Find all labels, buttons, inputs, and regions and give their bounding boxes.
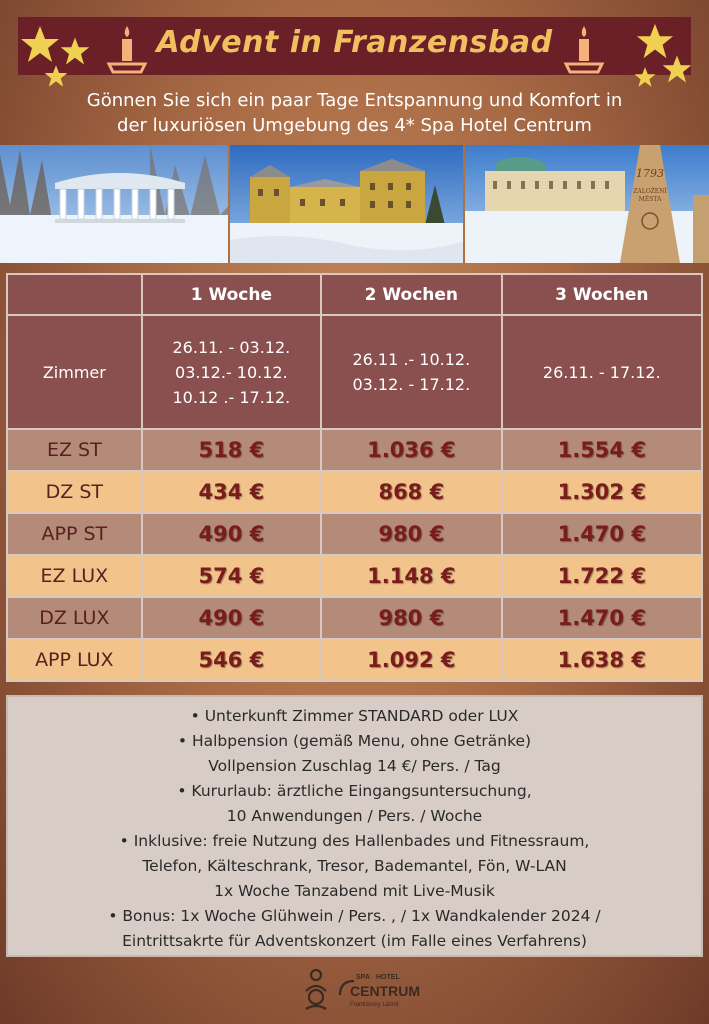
price-cell: 868 € (321, 471, 501, 513)
period-cell (502, 315, 702, 429)
subtitle-line: der luxuriösen Umgebung des 4* Spa Hotel Centrum (117, 115, 592, 136)
obelisk-year: 1793 (636, 167, 665, 180)
info-line: • Inklusive: freie Nutzung des Hallenbades und Fitnessraum, (119, 832, 590, 850)
info-line: 1x Woche Tanzabend mit Live-Musik (214, 882, 495, 900)
period-line: 26.11 .- 10.12. (352, 350, 471, 369)
photo-hotel (230, 145, 466, 263)
info-line: Vollpension Zuschlag 14 €/ Pers. / Tag (208, 757, 501, 775)
price-cell: 1.638 € (502, 639, 702, 681)
table-row (7, 513, 702, 555)
price-cell: 1.554 € (502, 429, 702, 471)
period-cell (142, 315, 321, 429)
page-title: Advent in Franzensbad (156, 25, 553, 60)
photo-spa-obelisk (465, 145, 709, 263)
obelisk-text: ZALOŽENÍ (633, 188, 668, 195)
period-line: 26.11. - 03.12. (172, 337, 291, 357)
price-cell: 1.302 € (502, 471, 702, 513)
price-cell: 980 € (321, 513, 501, 555)
period-cell (321, 315, 501, 429)
table-row (7, 597, 702, 639)
table-row (7, 639, 702, 681)
price-cell: 1.092 € (321, 639, 501, 681)
period-line: 03.12. - 17.12. (352, 375, 471, 394)
info-line: • Halbpension (gemäß Menu, ohne Getränke) (177, 732, 532, 750)
logo-sub: Františkovy Lázně (350, 1002, 399, 1008)
price-cell: 518 € (142, 429, 321, 471)
table-row (7, 471, 702, 513)
price-cell: 546 € (142, 639, 321, 681)
price-cell: 490 € (142, 513, 321, 555)
price-cell: 434 € (142, 471, 321, 513)
price-cell: 1.470 € (502, 513, 702, 555)
hotel-logo (300, 967, 420, 1013)
room-label: Zimmer (7, 315, 142, 429)
room-type: EZ ST (7, 429, 142, 471)
period-line: 10.12 .- 17.12. (172, 387, 291, 407)
logo-name: CENTRUM (350, 983, 420, 999)
price-cell: 1.036 € (321, 429, 501, 471)
star-icon (44, 64, 68, 88)
price-table (6, 273, 703, 682)
room-type: EZ LUX (7, 555, 142, 597)
subtitle (0, 88, 709, 138)
price-cell: 1.148 € (321, 555, 501, 597)
info-line: • Bonus: 1x Woche Glühwein / Pers. , / 1x Wandkalender 2024 / (108, 907, 601, 925)
room-type: DZ LUX (7, 597, 142, 639)
logo-top: SPA (356, 974, 370, 981)
price-cell: 490 € (142, 597, 321, 639)
logo-top2: HOTEL (376, 974, 400, 981)
obelisk-text: MĚSTA (639, 196, 662, 203)
subtitle-line: Gönnen Sie sich ein paar Tage Entspannung und Komfort in (86, 90, 623, 111)
photo-gazebo (0, 145, 230, 263)
info-line: • Kururlaub: ärztliche Eingangsuntersuchung, (177, 782, 532, 800)
star-icon (634, 66, 656, 88)
table-row (7, 555, 702, 597)
info-line: Telefon, Kälteschrank, Tresor, Bademantel, Fön, W-LAN (142, 857, 567, 875)
room-type: APP LUX (7, 639, 142, 681)
table-row (7, 429, 702, 471)
column-header: 3 Wochen (502, 274, 702, 315)
info-line: • Unterkunft Zimmer STANDARD oder LUX (190, 707, 519, 725)
info-box (6, 695, 703, 957)
price-cell: 1.470 € (502, 597, 702, 639)
price-cell: 1.722 € (502, 555, 702, 597)
info-line: 10 Anwendungen / Pers. / Woche (226, 807, 483, 825)
room-type: APP ST (7, 513, 142, 555)
price-cell: 574 € (142, 555, 321, 597)
price-cell: 980 € (321, 597, 501, 639)
column-header: 1 Woche (142, 274, 321, 315)
period-row (7, 315, 702, 429)
period-line: 26.11. - 17.12. (542, 362, 661, 382)
header-cell-empty (7, 274, 142, 315)
table-header-row (7, 274, 702, 315)
column-header: 2 Wochen (321, 274, 501, 315)
room-type: DZ ST (7, 471, 142, 513)
photo-strip (0, 145, 709, 263)
info-line: Eintrittsakrte für Adventskonzert (im Falle eines Verfahrens) (122, 932, 587, 950)
period-line: 03.12.- 10.12. (175, 362, 288, 382)
